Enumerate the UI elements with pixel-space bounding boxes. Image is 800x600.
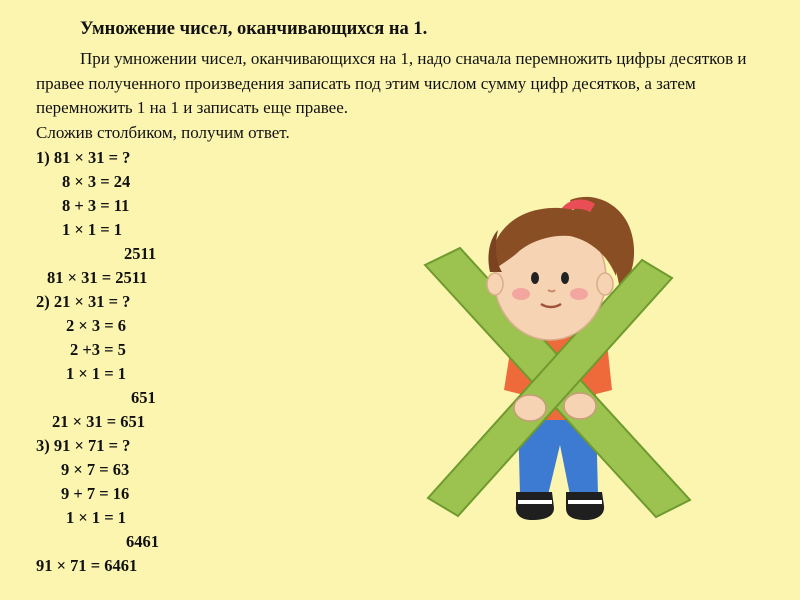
rule-summary: Сложив столбиком, получим ответ. <box>36 122 290 142</box>
left-shoe-shape <box>516 492 554 520</box>
example-3-sum: 9 + 7 = 16 <box>61 484 130 503</box>
example-2-product: 2 × 3 = 6 <box>66 316 127 335</box>
example-2-column: 651 <box>131 388 156 407</box>
example-2-answer: 21 × 31 = 651 <box>52 412 146 431</box>
example-1-column: 2511 <box>124 244 157 263</box>
example-1-ones: 1 × 1 = 1 <box>62 220 123 239</box>
example-2-sum: 2 +3 = 5 <box>70 340 126 359</box>
girl-holding-crossed-planks-icon <box>420 180 700 540</box>
example-1-sum: 8 + 3 = 11 <box>62 196 130 215</box>
left-hand-shape <box>514 395 546 421</box>
example-3-column: 6461 <box>126 532 159 551</box>
right-shoe-shape <box>566 492 604 520</box>
slide-title: Умножение чисел, оканчивающихся на 1. <box>80 19 428 39</box>
example-2-header: 2) 21 × 31 = ? <box>36 292 131 311</box>
right-eye-shape <box>561 272 569 284</box>
example-3-product: 9 × 7 = 63 <box>61 460 130 479</box>
example-3-answer: 91 × 71 = 6461 <box>36 556 138 575</box>
example-1-answer: 81 × 31 = 2511 <box>47 268 148 287</box>
example-3-header: 3) 91 × 71 = ? <box>36 436 131 455</box>
example-3-ones: 1 × 1 = 1 <box>66 508 127 527</box>
left-eye-shape <box>531 272 539 284</box>
right-hand-shape <box>564 393 596 419</box>
rule-description <box>36 47 776 145</box>
example-1-product: 8 × 3 = 24 <box>62 172 131 191</box>
example-2-ones: 1 × 1 = 1 <box>66 364 127 383</box>
example-1-header: 1) 81 × 31 = ? <box>36 148 131 167</box>
rule-paragraph: При умножении чисел, оканчивающихся на 1, надо сначала перемножить цифры десятков и правее полученного произведения записать под этим числом сумму цифр десятков, а затем перемножить 1 на 1 и записать еще правее. <box>36 49 747 117</box>
